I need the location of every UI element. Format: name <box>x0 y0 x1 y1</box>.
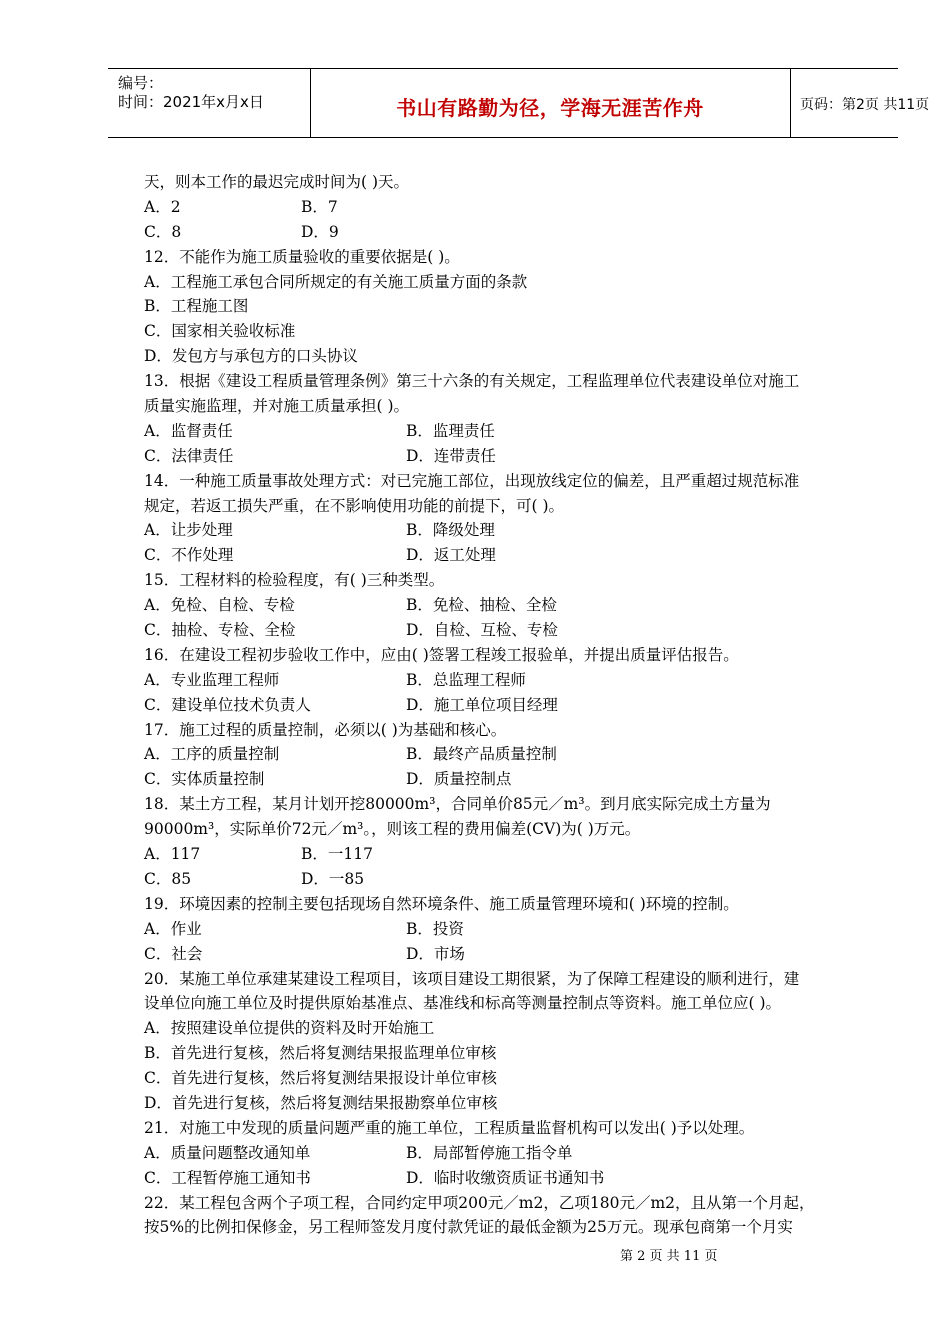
option-left: C．工程暂停施工通知书 <box>144 1168 311 1187</box>
option-right: B．一117 <box>301 845 373 864</box>
option-left: A．作业 <box>144 919 202 938</box>
text-line <box>144 1166 864 1191</box>
option-left: A．监督责任 <box>144 421 233 440</box>
text-line: 设单位向施工单位及时提供原始基准点、基准线和标高等测量控制点等资料。施工单位应( )。 <box>144 994 782 1013</box>
text-line: 12．不能作为施工质量验收的重要依据是( )。 <box>144 247 460 266</box>
option-left: C．8 <box>144 222 182 241</box>
header-page-cell <box>790 69 930 137</box>
option-right: D．9 <box>301 222 339 241</box>
option-right: B．7 <box>301 197 338 216</box>
option-left: C．抽检、专检、全检 <box>144 621 296 640</box>
text-line: A．按照建设单位提供的资料及时开始施工 <box>144 1019 435 1038</box>
text-line <box>144 220 864 245</box>
text-line: 按5%的比例扣保修金，另工程师签发月度付款凭证的最低金额为25万元。现承包商第一个月实 <box>144 1218 793 1237</box>
option-right: D．施工单位项目经理 <box>406 695 558 714</box>
text-line: 18．某土方工程，某月计划开挖80000m³，合同单价85元／m³。到月底实际完成土方量为 <box>144 795 771 814</box>
header-info-cell <box>108 69 311 137</box>
option-left: C．实体质量控制 <box>144 770 265 789</box>
text-line <box>144 917 864 942</box>
text-line <box>144 195 864 220</box>
text-line: 14．一种施工质量事故处理方式：对已完施工部位，出现放线定位的偏差，且严重超过规范标准 <box>144 471 800 490</box>
text-line: C．首先进行复核，然后将复测结果报设计单位审核 <box>144 1069 497 1088</box>
text-line: 质量实施监理，并对施工质量承担( )。 <box>144 397 410 416</box>
option-right: D．连带责任 <box>406 446 496 465</box>
option-left: A．免检、自检、专检 <box>144 596 295 615</box>
text-line: 20．某施工单位承建某建设工程项目，该项目建设工期很紧，为了保障工程建设的顺利进行，建 <box>144 969 800 988</box>
text-line <box>144 767 864 792</box>
option-right: B．监理责任 <box>406 421 495 440</box>
option-right: D．自检、互检、专检 <box>406 621 558 640</box>
option-right: B．投资 <box>406 919 464 938</box>
text-line: 15．工程材料的检验程度，有( )三种类型。 <box>144 571 445 590</box>
text-line: 90000m³，实际单价72元／m³。，则该工程的费用偏差(CV)为( )万元。 <box>144 820 641 839</box>
option-left: A．质量问题整改通知单 <box>144 1143 311 1162</box>
option-right: D．返工处理 <box>406 546 496 565</box>
page-header <box>108 68 930 138</box>
option-left: A．让步处理 <box>144 521 233 540</box>
text-line: B．工程施工图 <box>144 297 249 316</box>
text-line: A．工程施工承包合同所规定的有关施工质量方面的条款 <box>144 272 528 291</box>
text-line: 13．根据《建设工程质量管理条例》第三十六条的有关规定，工程监理单位代表建设单位对施工 <box>144 372 800 391</box>
option-right: D．市场 <box>406 944 465 963</box>
text-line <box>144 419 864 444</box>
text-line <box>144 668 864 693</box>
document-body <box>144 170 864 1240</box>
text-line <box>144 518 864 543</box>
option-left: A．117 <box>144 845 201 864</box>
text-line <box>144 693 864 718</box>
text-line: B．首先进行复核，然后将复测结果报监理单位审核 <box>144 1044 497 1063</box>
option-left: C．法律责任 <box>144 446 234 465</box>
text-line <box>144 842 864 867</box>
text-line: 规定，若返工损失严重，在不影响使用功能的前提下，可( )。 <box>144 496 565 515</box>
text-line: C．国家相关验收标准 <box>144 322 296 341</box>
option-left: C．85 <box>144 869 192 888</box>
option-right: B．降级处理 <box>406 521 495 540</box>
option-right: B．最终产品质量控制 <box>406 745 557 764</box>
option-left: C．不作处理 <box>144 546 234 565</box>
option-left: C．建设单位技术负责人 <box>144 695 311 714</box>
option-right: B．免检、抽检、全检 <box>406 596 557 615</box>
option-left: A．2 <box>144 197 181 216</box>
text-line <box>144 942 864 967</box>
option-left: A．工序的质量控制 <box>144 745 280 764</box>
option-right: D．临时收缴资质证书通知书 <box>406 1168 605 1187</box>
text-line: D．首先进行复核，然后将复测结果报勘察单位审核 <box>144 1093 498 1112</box>
text-line: 天，则本工作的最迟完成时间为( )天。 <box>144 173 410 191</box>
option-right: B．总监理工程师 <box>406 670 526 689</box>
header-page-code: 页码：第2页 共11页 <box>800 97 930 113</box>
text-line <box>144 593 864 618</box>
text-line <box>144 618 864 643</box>
text-line: 16．在建设工程初步验收工作中，应由( )签署工程竣工报验单，并提出质量评估报告。 <box>144 645 739 664</box>
text-line <box>144 867 864 892</box>
option-left: A．专业监理工程师 <box>144 670 280 689</box>
text-line <box>144 543 864 568</box>
option-right: B．局部暂停施工指令单 <box>406 1143 573 1162</box>
text-line: 17．施工过程的质量控制，必须以( )为基础和核心。 <box>144 720 507 739</box>
header-motto: 书山有路勤为径，学海无涯苦作舟 <box>396 96 704 120</box>
text-line <box>144 444 864 469</box>
text-line: 22．某工程包含两个子项工程，合同约定甲项200元／m2，乙项180元／m2，且从第一个月起， <box>144 1193 815 1212</box>
header-motto-cell <box>310 69 791 137</box>
option-right: D．一85 <box>301 869 365 888</box>
text-line <box>144 1141 864 1166</box>
document-id-label: 编号： <box>118 74 164 92</box>
option-left: C．社会 <box>144 944 203 963</box>
option-right: D．质量控制点 <box>406 770 512 789</box>
text-line: 21．对施工中发现的质量问题严重的施工单位，工程质量监督机构可以发出( )予以处理。 <box>144 1118 755 1137</box>
text-line: 19．环境因素的控制主要包括现场自然环境条件、施工质量管理环境和( )环境的控制。 <box>144 894 739 913</box>
document-time-label: 时间：2021年x月x日 <box>118 93 264 111</box>
page-footer: 第 2 页 共 11 页 <box>620 1249 718 1264</box>
text-line: D．发包方与承包方的口头协议 <box>144 347 358 366</box>
text-line <box>144 742 864 767</box>
